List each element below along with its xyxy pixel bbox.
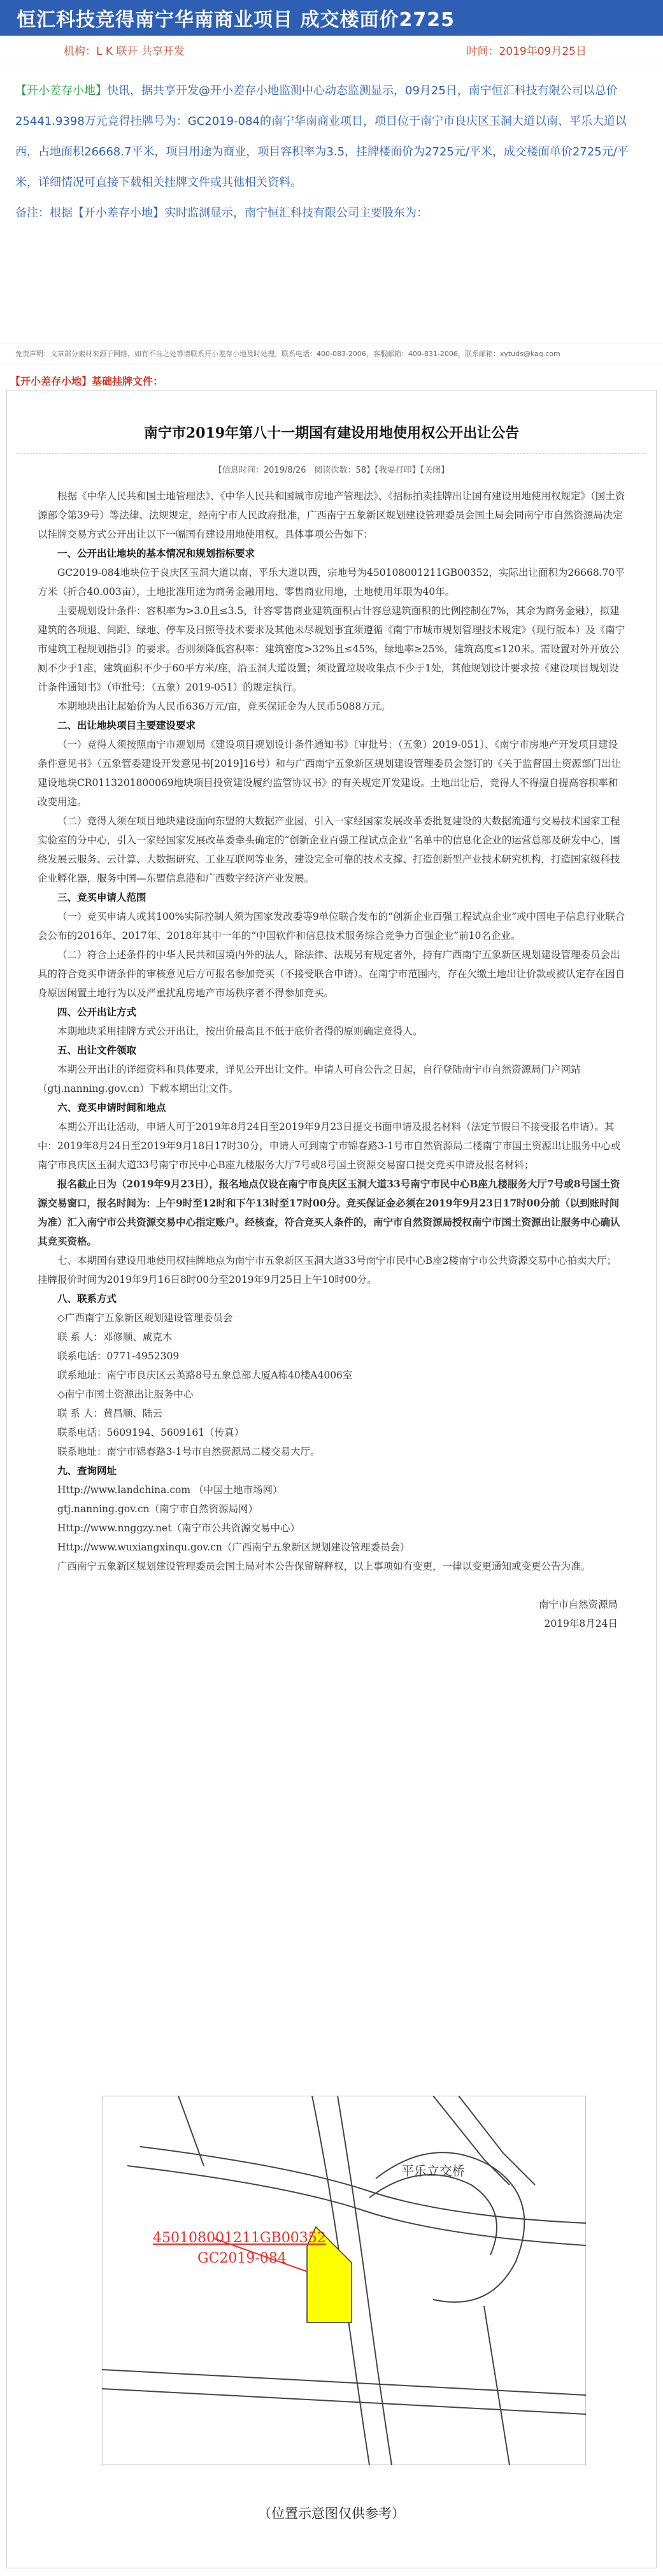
signature-date: 2019年8月24日 [544,1618,618,1629]
notice-paragraph: Http://www.nnggzy.net（南宁市公共资源交易中心） [57,1522,300,1534]
notice-paragraph: ◇南宁市国土资源出让服务中心 [57,1389,194,1400]
notice-paragraph: 联系地址：南宁市良庆区云英路8号五象总部大厦A栋40楼A4006室 [57,1370,353,1381]
lead-text: 快讯，据共享开发@开小差存小地监测中心动态监测显示，09月25日，南宁恒汇科技有限公司以总价25441.9398万元竞得挂牌号为：GC2019-084的南宁华南商业项目，项目位于南宁市良庆区玉洞大道以南、平乐大道以西，占地面积26668.7平米，项目用途为商业，项目容积率为3.5，挂牌楼面价为2725元/平米，成交楼面单价2725元/平米，详细情况可直接下载相关挂牌文件或其他相关资料。 [15,84,629,189]
notice-paragraph: 联 系 人：邓修顺、咸克木 [57,1331,173,1343]
notice-paragraph: 联系电话：5609194、5609161（传真） [57,1427,245,1438]
notice-paragraph: 七、本期国有建设用地使用权挂牌地点为南宁市五象新区玉洞大道33号南宁市民中心B座2楼南宁市公共资源交易中心拍卖大厅；挂牌报价时间为2019年9月16日8时00分至2019年9月25日上午10时00分。 [38,1255,617,1285]
notice-info-bar: 【信息时间：2019/8/26 阅读次数：58】【我要打印】【关闭】 [17,454,646,475]
notice-paragraph: 本期地块出让起始价为人民币636万元/亩，竞买保证金为人民币5088万元。 [57,701,391,712]
date-label: 时间：2019年09月25日 [466,45,587,58]
map-caption: （位置示意图仅供参考） [258,2506,405,2521]
notice-heading: 一、公开出让地块的基本情况和规划指标要求 [57,547,255,559]
notice-paragraph: Http://www.wuxiangxinqu.gov.cn（广西南宁五象新区规划建设管理委员会） [57,1542,410,1553]
disclaimer-bar: 免责声明：文章部分素材来源于网络，如有不当之处等请联系开小差存小地及时处理。联系电话：400-083-2006，客服邮箱：400-831-2006，联系邮箱：xytuds@kaq.com [0,343,663,364]
notice-paragraph: （二）符合上述条件的中华人民共和国境内外的法人，除法律、法规另有规定者外，持有广西南宁五象新区规划建设管理委员会出具的符合竞买申请条件的审核意见后方可报名参加竞买（不接受联合申请）。在南宁市范围内，存在欠缴土地出让价款或被认定存在因自身原因闲置土地行为以及严重扰乱房地产市场秩序者不得参加竞买。 [38,949,625,999]
notice-paragraph: GC2019-084地块位于良庆区玉洞大道以南、平乐大道以西，宗地号为450108001211GB00352，实际出让面积为26668.70平方米（折合40.003亩），土地批准用途为商务金融用地、零售商业用地，土地使用年限为40年。 [38,567,625,597]
notice-paragraph: 主要规划设计条件：容积率为>3.0且≤3.5，计容零售商业建筑面积占计容总建筑面积的比例控制在7%，其余为商务金融），拟建建筑的各项退、间距、绿地、停车及日照等技术要求及其他未尽规划事宜须遵循《南宁市城市规划管理技术规定》（现行版本）及《南宁市建筑工程规划指引》的要求。否则须降低容积率：建筑密度>32%且≤45%，绿地率≥25%，建筑高度≤120米。需设置对外开放公厕不少于1座，建筑面积不少于60平方米/座，沿玉洞大道设置；须设置垃圾收集点不少于1处，其他规划设计要求按《建设项目规划设计条件通知书》（审批号：（五象）2019-051）的规定执行。 [38,605,625,693]
notice-paragraph: （二）竞得人须在项目地块建设面向东盟的大数据产业园，引入一家经国家发展改革委批复建设的大数据流通与交易技术国家工程实验室的分中心，引入一家经国家发展改革委牵头确定的“创新企业百强工程试点企业”名单中的信息化企业的运营总部及研发中心，围绕发展云服务、云计算、大数据研究、工业互联网等业务，建设完全可靠的技术支撑、打造创新型产业技术研究机构，打造国家级科技企业孵化器，服务中国—东盟信息港和广西数字经济产业发展。 [38,815,620,884]
notice-paragraph: 联系地址：南宁市锦春路3-1号市自然资源局二楼交易大厅。 [57,1446,320,1457]
notice-paragraph: （一）竞得人须按照南宁市规划局《建设项目规划设计条件通知书》〔审批号：（五象）2019-051〕、《南宁市房地产开发项目建设条件意见书》（五象管委建设开发意见书[2019]16号）和与广西南宁五象新区规划建设管理委员会签订的《关于监督国土资源部门出让建设地块CR0113201800069地块项目投资建设履约监管协议书》的有关规定开发建设。土地出让后，竞得人不得擅自提高容积率和改变用途。 [38,739,622,808]
location-map [102,2096,586,2465]
notice-paragraph: 本期地块采用挂牌方式公开出让，按出价最高且不低于底价者得的原则确定竞得人。 [57,1026,423,1037]
page-header [0,0,663,36]
notice-heading: 三、竞买申请人范围 [57,891,146,903]
note-paragraph [0,198,663,226]
note-label: 备注： [15,206,50,220]
notice-body [38,487,625,1576]
author-label: 机构：L K 联开 共享开发 [64,45,185,58]
notice-paragraph: 联 系 人：黄昌顺、陆云 [57,1408,162,1419]
notice-title: 南宁市2019年第八十一期国有建设用地使用权公开出让公告 [143,425,520,441]
road-label: 平乐立交桥 [401,2163,465,2179]
notice-paragraph: ◇广西南宁五象新区规划建设管理委员会 [57,1312,233,1324]
parcel-code-label: 450108001211GB00352 [153,2230,326,2246]
notice-heading: 五、出让文件领取 [57,1044,137,1056]
notice-heading: 八、联系方式 [57,1292,117,1305]
notice-signature [7,1595,618,1633]
notice-heading: 四、公开出让方式 [57,1006,137,1018]
signature-org: 南宁市自然资源局 [538,1599,618,1610]
section-title: 【开小差存小地】基础挂牌文件： [10,375,164,387]
notice-paragraph: 本期公开出让的详细资料和具体要求，详见公开出让文件。申请人可自公告之日起，自行登陆南宁市自然资源局门户网站（gtj.nanning.gov.cn）下载本期出让文件。 [38,1064,581,1094]
notice-paragraph: gtj.nanning.gov.cn（南宁市自然资源局网） [57,1503,259,1515]
notice-paragraph: （一）竞买申请人或其100%实际控制人须为国家发改委等9单位联合发布的“创新企业百强工程试点企业”或中国电子信息行业联合会公布的2016年、2017年、2018年其中一年的“中国软件和信息技术服务综合竞争力百强企业”前10名企业。 [38,911,625,941]
parcel-id-label: GC2019-084 [197,2250,287,2266]
lead-paragraph [0,64,663,198]
notice-paragraph: 广西南宁五象新区规划建设管理委员会国土局对本公告保留解释权，以上事项如有变更，一律以变更通知或变更公告为准。 [57,1561,591,1572]
notice-paragraph: 报名截止日为（2019年9月23日），报名地点仅设在南宁市良庆区玉洞大道33号南宁市民中心B座九楼服务大厅7号或8号国土资源交易窗口，报名时间为：上午9时至12时和下午13时至17时00分。竞买保证金必须在2019年9月23日17时00分前（以到账时间为准）汇入南宁市公共资源交易中心指定账户。经核查，符合竞买人条件的，南宁市自然资源局授权南宁市国土资源出让服务中心确认其竞买资格。 [38,1178,620,1247]
notice-paragraph: Http://www.landchina.com （中国土地市场网） [57,1484,283,1496]
page-title: 恒汇科技竞得南宁华南商业项目 成交楼面价2725 [17,9,455,31]
brand-tag: 【开小差存小地】 [15,84,107,97]
notice-heading: 六、竞买申请时间和地点 [57,1101,166,1113]
note-text: 根据【开小差存小地】实时监测显示，南宁恒汇科技有限公司主要股东为： [50,206,428,220]
notice-paragraph: 本期公开出让活动，申请人可于2019年8月24日至2019年9月23日提交书面申请及报名材料（法定节假日不接受报名申请）。其中：2019年8月24日至2019年9月18日17时30分，申请人可到南宁市锦春路3-1号市自然资源局二楼南宁市国土资源出让服务中心或南宁市良庆区玉洞大道33号南宁市民中心B座九楼服务大厅7号或8号国土资源交易窗口提交竞买申请及报名材料； [38,1121,621,1171]
notice-heading: 二、出让地块项目主要建设要求 [57,719,196,731]
meta-bar [0,36,663,64]
notice-paragraph: 联系电话：0771-4952309 [57,1350,180,1362]
notice-heading: 九、查询网址 [57,1464,117,1477]
notice-paragraph: 根据《中华人民共和国土地管理法》、《中华人民共和国城市房地产管理法》、《招标拍卖挂牌出让国有建设用地使用权规定》（国土资源部令第39号）等法律、法规规定，经南宁市人民政府批准，广西南宁五象新区规划建设管理委员会国土局会同南宁市自然资源局决定以挂牌交易方式公开出让以下一幅国有建设用地使用权。具体事项公告如下： [38,490,625,540]
